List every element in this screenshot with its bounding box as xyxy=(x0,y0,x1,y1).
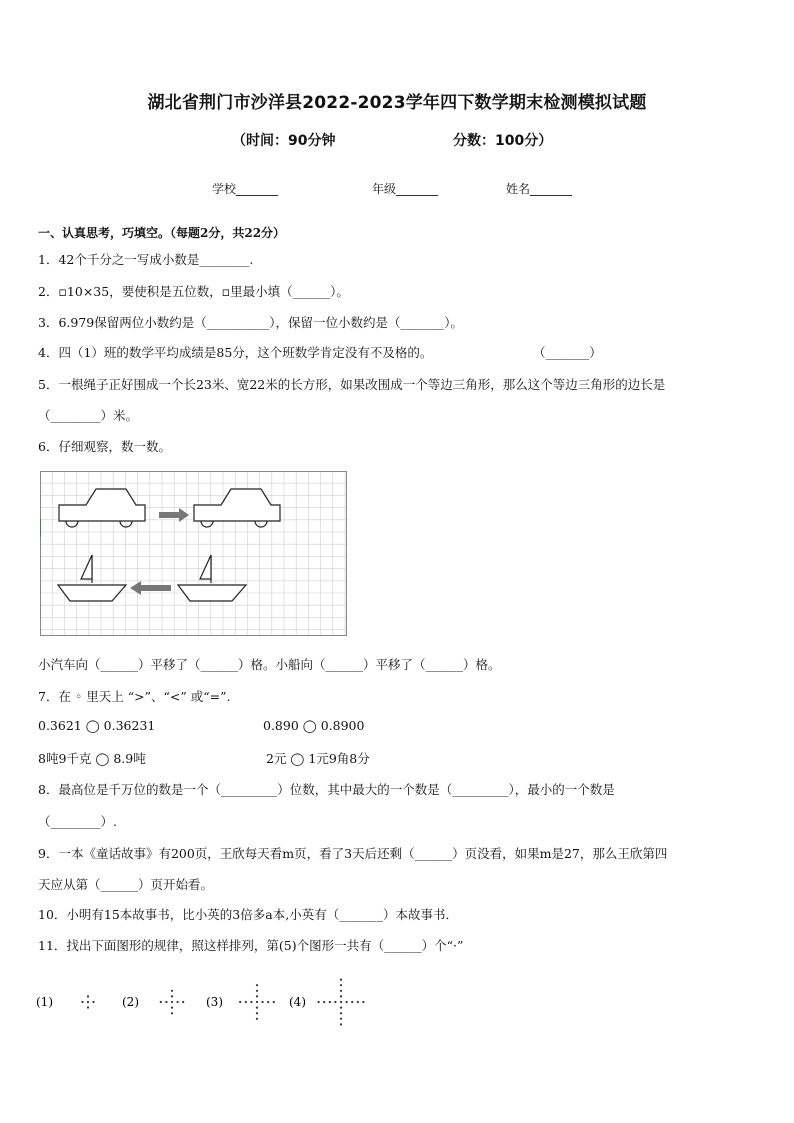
pattern-dot xyxy=(340,984,342,986)
pattern-dot xyxy=(340,995,342,997)
question-2: 2．▫10×35，要使积是五位数，▫里最小填（______）。 xyxy=(38,284,349,299)
page-title: 湖北省荆门市沙洋县2022-2023学年四下数学期末检测模拟试题 xyxy=(147,93,647,113)
pattern-dot xyxy=(245,1001,247,1003)
pattern-dot xyxy=(323,1001,325,1003)
pattern-dot xyxy=(87,1001,89,1003)
question-9-line1: 9．一本《童话故事》有200页，王欣每天看m页，看了3天后还剩（______）页没看，如果m是27，那么王欣第四 xyxy=(38,846,668,861)
question-8-line1: 8．最高位是千万位的数是一个（_________）位数，其中最大的一个数是（_________），最小的一个数是 xyxy=(38,782,615,797)
pattern-dot xyxy=(256,990,258,992)
question-6-answer: 小汽车向（______）平移了（______）格。小船向（______）平移了（______）格。 xyxy=(38,657,501,672)
boat-left-icon xyxy=(58,555,126,601)
pattern-dot xyxy=(177,1001,179,1003)
question-7: 7．在 ◦ 里天上 “>”、“<” 或“=”. xyxy=(38,689,231,704)
pattern-dot xyxy=(340,1023,342,1025)
question-5-line1: 5．一根绳子正好围成一个长23米、宽22米的长方形，如果改围成一个等边三角形，那么这个等边三角形的边长是 xyxy=(38,377,666,392)
pattern-dot xyxy=(334,1001,336,1003)
question-4-blank: （_______） xyxy=(533,345,602,360)
pattern-dot xyxy=(81,1001,83,1003)
pattern-dot xyxy=(256,1001,258,1003)
pattern-dot xyxy=(262,1001,264,1003)
pattern-dot xyxy=(256,1018,258,1020)
pattern-dot xyxy=(160,1001,162,1003)
pattern-dot xyxy=(256,1012,258,1014)
question-6: 6．仔细观察，数一数。 xyxy=(38,439,171,454)
pattern-dot xyxy=(273,1001,275,1003)
question-9-line2: 天应从第（______）页开始看。 xyxy=(38,877,214,892)
pattern-dot xyxy=(171,1001,173,1003)
pattern-dot xyxy=(340,979,342,981)
pattern-dot xyxy=(239,1001,241,1003)
pattern-dot xyxy=(346,1001,348,1003)
question-3: 3．6.979保留两位小数约是（__________），保留一位小数约是（_______）。 xyxy=(38,315,463,330)
pattern-dot xyxy=(357,1001,359,1003)
question-7-a2: 0.890 ◯ 0.8900 xyxy=(263,718,365,733)
pattern-dot xyxy=(182,1001,184,1003)
pattern-dot xyxy=(87,1006,89,1008)
pattern-label-4: (4) xyxy=(289,995,306,1009)
pattern-dot xyxy=(171,995,173,997)
pattern-dot xyxy=(256,1007,258,1009)
question-8-line2: （________）. xyxy=(38,814,117,829)
pattern-dot xyxy=(351,1001,353,1003)
name-field: 姓名_______ xyxy=(506,182,573,196)
pattern-dot xyxy=(87,995,89,997)
grade-field: 年级_______ xyxy=(372,182,439,196)
section-heading: 一、认真思考，巧填空。（每题2分，共22分） xyxy=(38,226,286,240)
pattern-dot xyxy=(171,1007,173,1009)
pattern-dot xyxy=(340,1012,342,1014)
pattern-dot xyxy=(165,1001,167,1003)
pattern-dot xyxy=(340,1001,342,1003)
question-10: 10．小明有15本故事书，比小英的3倍多a本,小英有（_______）本故事书． xyxy=(38,907,458,922)
question-7-b1: 8吨9千克 ◯ 8.9吨 xyxy=(38,751,146,766)
question-11: 11．找出下面图形的规律，照这样排列，第(5)个图形一共有（______）个“·” xyxy=(38,938,464,953)
translation-grid-figure xyxy=(40,471,347,636)
question-7-b2: 2元 ◯ 1元9角8分 xyxy=(266,751,370,766)
pattern-dot xyxy=(250,1001,252,1003)
question-5-line2: （________）米。 xyxy=(38,408,139,423)
time-label: （时间：90分钟 xyxy=(232,133,336,149)
pattern-dot xyxy=(340,990,342,992)
dot-pattern-figure xyxy=(36,968,376,1038)
pattern-dot xyxy=(171,1012,173,1014)
pattern-label-3: (3) xyxy=(206,995,223,1009)
question-1: 1．42个千分之一写成小数是________. xyxy=(38,252,254,267)
pattern-dot xyxy=(318,1001,320,1003)
pattern-dot xyxy=(92,1001,94,1003)
car-left-icon xyxy=(59,489,145,527)
school-field: 学校_______ xyxy=(212,182,279,196)
pattern-dot xyxy=(340,1018,342,1020)
question-7-a1: 0.3621 ◯ 0.36231 xyxy=(38,718,156,733)
pattern-dot xyxy=(329,1001,331,1003)
pattern-dot xyxy=(171,990,173,992)
question-4: 4．四（1）班的数学平均成绩是85分，这个班数学肯定没有不及格的。 xyxy=(38,345,433,360)
car-right-icon xyxy=(194,489,280,527)
pattern-dot xyxy=(362,1001,364,1003)
pattern-dot xyxy=(256,984,258,986)
pattern-dot xyxy=(256,995,258,997)
pattern-label-1: (1) xyxy=(36,995,53,1009)
pattern-dot xyxy=(267,1001,269,1003)
pattern-label-2: (2) xyxy=(122,995,139,1009)
pattern-dot xyxy=(340,1007,342,1009)
boat-right-icon xyxy=(178,555,246,601)
score-label: 分数：100分） xyxy=(453,133,553,149)
